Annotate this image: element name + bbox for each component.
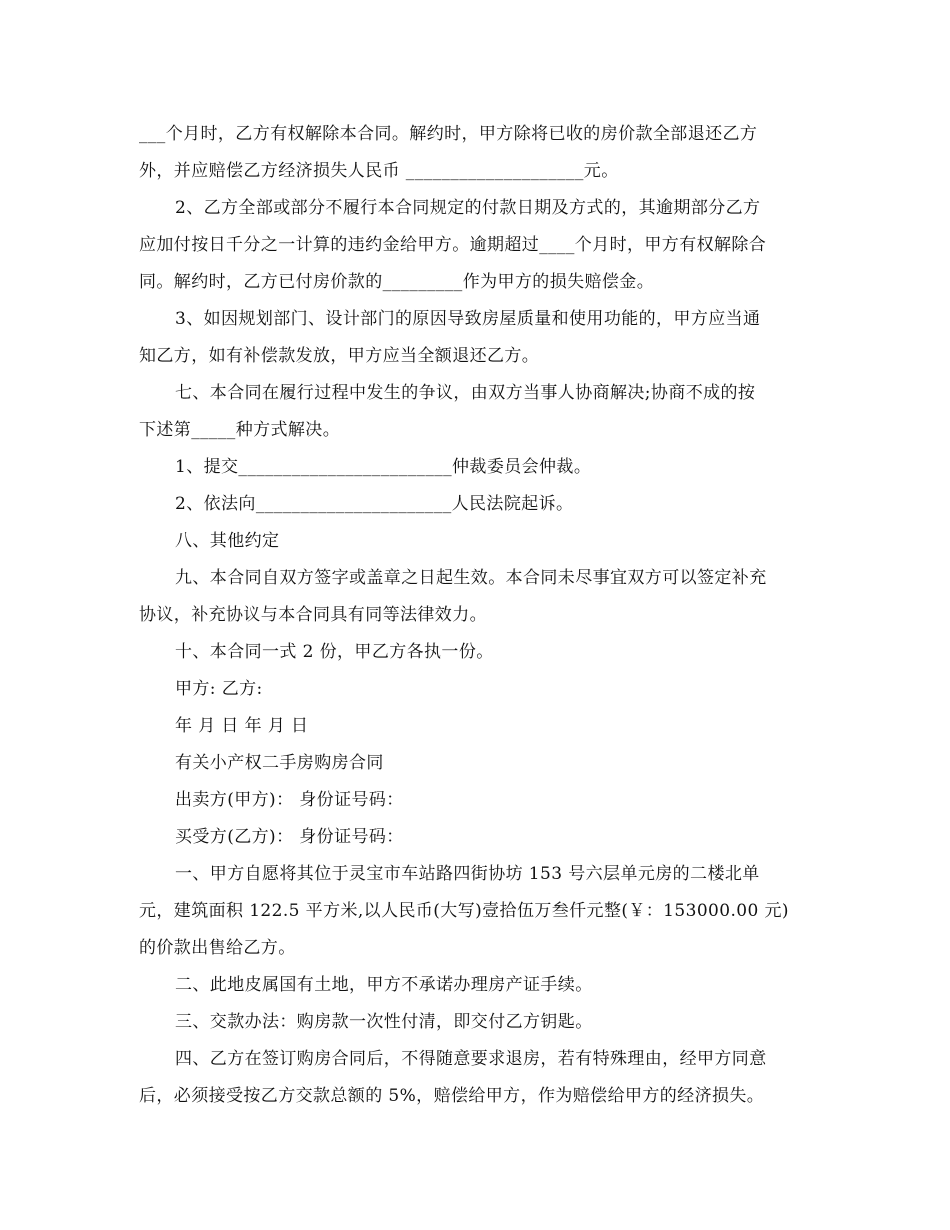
text-line: 1、提交________________________仲裁委员会仲裁。 — [175, 457, 592, 477]
text-line: 下述第_____种方式解决。 — [139, 420, 341, 440]
document-body — [139, 116, 811, 1115]
text-line: 3、如因规划部门、设计部门的原因导致房屋质量和使用功能的，甲方应当通 — [175, 309, 761, 329]
text-line: 2、乙方全部或部分不履行本合同规定的付款日期及方式的，其逾期部分乙方 — [175, 198, 761, 218]
text-line: 知乙方，如有补偿款发放，甲方应当全额退还乙方。 — [139, 346, 540, 366]
text-line: 2、依法向______________________人民法院起诉。 — [175, 494, 574, 514]
paragraph — [139, 782, 811, 819]
text-line: 买受方(乙方)： 身份证号码： — [175, 827, 404, 847]
paragraph — [139, 560, 811, 634]
paragraph — [139, 486, 811, 523]
text-line: 应加付按日千分之一计算的违约金给甲方。逾期超过____个月时，甲方有权解除合 — [139, 235, 767, 255]
text-line: ___个月时，乙方有权解除本合同。解约时，甲方除将已收的房价款全部退还乙方 — [139, 124, 758, 144]
paragraph — [139, 375, 811, 449]
paragraph — [139, 190, 811, 301]
text-line: 二、此地皮属国有土地，甲方不承诺办理房产证手续。 — [175, 975, 593, 995]
paragraph — [139, 671, 811, 708]
paragraph — [139, 819, 811, 856]
text-line: 协议，补充协议与本合同具有同等法律效力。 — [139, 605, 487, 625]
text-line: 三、交款办法：购房款一次性付清，即交付乙方钥匙。 — [175, 1012, 593, 1032]
text-line: 出卖方(甲方)： 身份证号码： — [175, 790, 404, 810]
paragraph — [139, 708, 811, 745]
paragraph — [139, 745, 811, 782]
paragraph — [139, 634, 811, 671]
text-line: 年 月 日 年 月 日 — [175, 716, 309, 736]
text-line: 十、本合同一式 2 份，甲乙方各执一份。 — [175, 642, 494, 662]
paragraph — [139, 449, 811, 486]
text-line: 同。解约时，乙方已付房价款的_________作为甲方的损失赔偿金。 — [139, 272, 655, 292]
paragraph — [139, 1004, 811, 1041]
text-line: 有关小产权二手房购房合同 — [175, 753, 384, 773]
paragraph — [139, 301, 811, 375]
text-line: 后，必须接受按乙方交款总额的 5%，赔偿给甲方，作为赔偿给甲方的经济损失。 — [139, 1086, 765, 1106]
text-line: 四、乙方在签订购房合同后，不得随意要求退房，若有特殊理由，经甲方同意 — [175, 1049, 767, 1069]
text-line: 一、甲方自愿将其位于灵宝市车站路四街协坊 153 号六层单元房的二楼北单 — [175, 864, 760, 884]
text-line: 九、本合同自双方签字或盖章之日起生效。本合同未尽事宜双方可以签定补充 — [175, 568, 767, 588]
paragraph — [139, 1041, 811, 1115]
text-line: 的价款出售给乙方。 — [139, 938, 296, 958]
text-line: 八、其他约定 — [175, 531, 280, 551]
text-line: 外，并应赔偿乙方经济损失人民币 ____________________元。 — [139, 161, 619, 181]
text-line: 七、本合同在履行过程中发生的争议，由双方当事人协商解决;协商不成的按 — [175, 383, 756, 403]
text-line: 元，建筑面积 122.5 平方米,以人民币(大写)壹拾伍万叁仟元整(￥：153000.00 元) — [139, 901, 789, 921]
paragraph — [139, 116, 811, 190]
paragraph — [139, 523, 811, 560]
paragraph — [139, 856, 811, 967]
paragraph — [139, 967, 811, 1004]
text-line: 甲方: 乙方: — [175, 679, 263, 699]
